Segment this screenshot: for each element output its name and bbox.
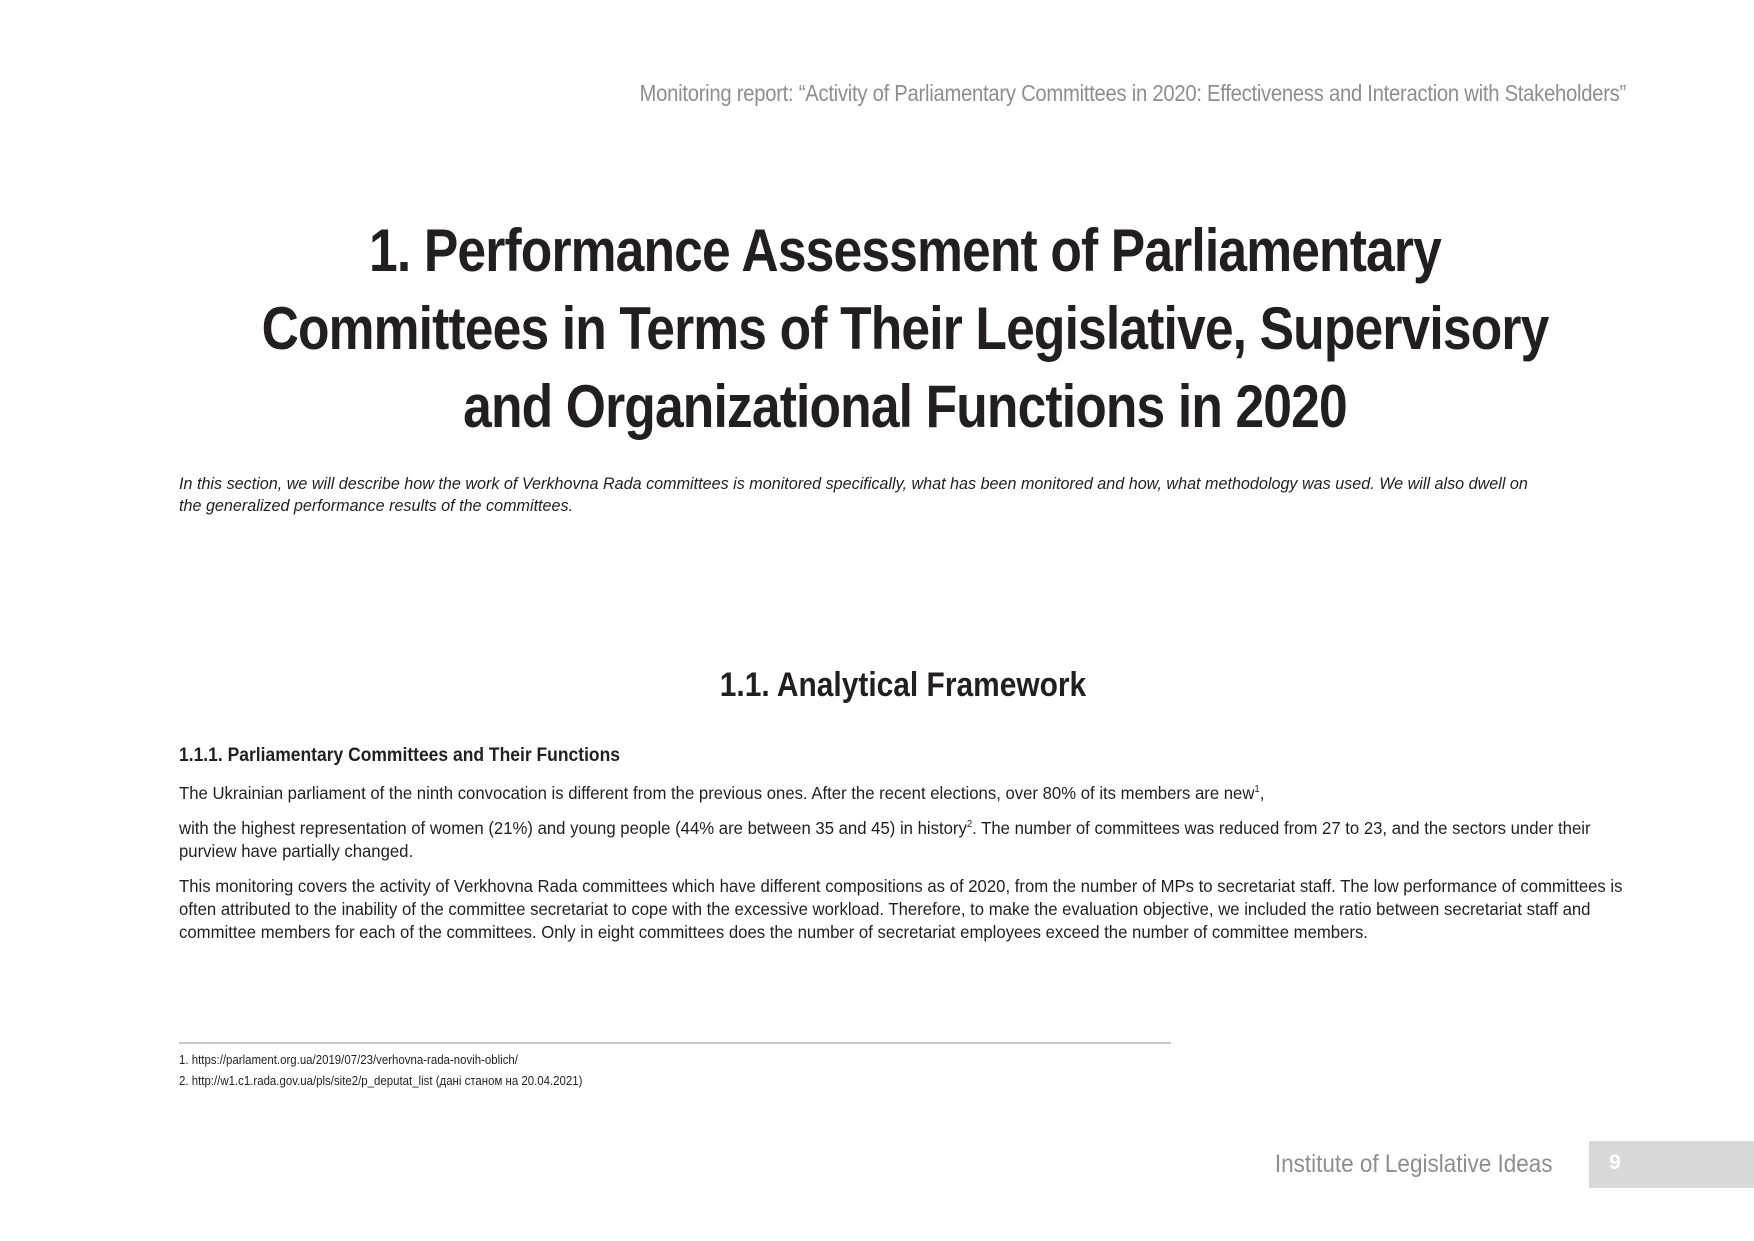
- paragraph-2-text-b: . The number of committees was reduced from 27 to 23, and the sectors under their purview have partially changed.: [179, 818, 1591, 861]
- subsection-title: 1.1.1. Parliamentary Committees and Their Functions: [179, 745, 621, 766]
- body-paragraph-2: [179, 817, 1631, 863]
- page-number: 9: [1609, 1151, 1621, 1174]
- chapter-title-line-2: Committees in Terms of Their Legislative, Supervisory: [261, 295, 1549, 362]
- chapter-title: [150, 212, 1660, 446]
- body-paragraph-3: This monitoring covers the activity of Verkhovna Rada committees which have different compositions as of 2020, from the number of MPs to secretariat staff. The low performance of committees is often attributed to the inability of the committee secretariat to cope with the excessive workload. Therefore, to make the evaluation objective, we included the ratio between secretariat staff and committee members for each of the committees. Only in eight committees does the number of secretariat employees exceed the number of committee members.: [179, 876, 1623, 942]
- body-paragraph-1: [179, 782, 1631, 805]
- paragraph-1-tail: ,: [1259, 783, 1265, 803]
- footnote-2[interactable]: 2. http://w1.c1.rada.gov.ua/pls/site2/p_deputat_list (дані станом на 20.04.2021): [179, 1073, 583, 1088]
- footnote-1[interactable]: 1. https://parlament.org.ua/2019/07/23/verhovna-rada-novih-oblich/: [179, 1052, 518, 1067]
- footnote-ref-2[interactable]: 2: [966, 819, 973, 831]
- chapter-intro: In this section, we will describe how the work of Verkhovna Rada committees is monitored specifically, what has been monitored and how, what methodology was used. We will also dwell on the generalized performance results of the committees.: [179, 474, 1528, 515]
- footer-organization: Institute of Legislative Ideas: [1275, 1150, 1553, 1178]
- chapter-title-line-3: and Organizational Functions in 2020: [463, 373, 1347, 440]
- section-title: 1.1. Analytical Framework: [719, 666, 1087, 704]
- footnote-ref-1[interactable]: 1: [1254, 784, 1260, 796]
- running-header: Monitoring report: “Activity of Parliamentary Committees in 2020: Effectiveness and Interaction with Stakeholders”: [639, 80, 1626, 106]
- paragraph-2-text-a: with the highest representation of women (21%) and young people (44% are between 35 and 45) in history: [179, 818, 967, 838]
- paragraph-1-text: The Ukrainian parliament of the ninth convocation is different from the previous ones. After the recent elections, over 80% of its members are new: [179, 783, 1255, 803]
- page-number-box: [1589, 1141, 1754, 1188]
- footnote-divider: [179, 1042, 1171, 1044]
- chapter-title-line-1: 1. Performance Assessment of Parliamentary: [369, 217, 1441, 284]
